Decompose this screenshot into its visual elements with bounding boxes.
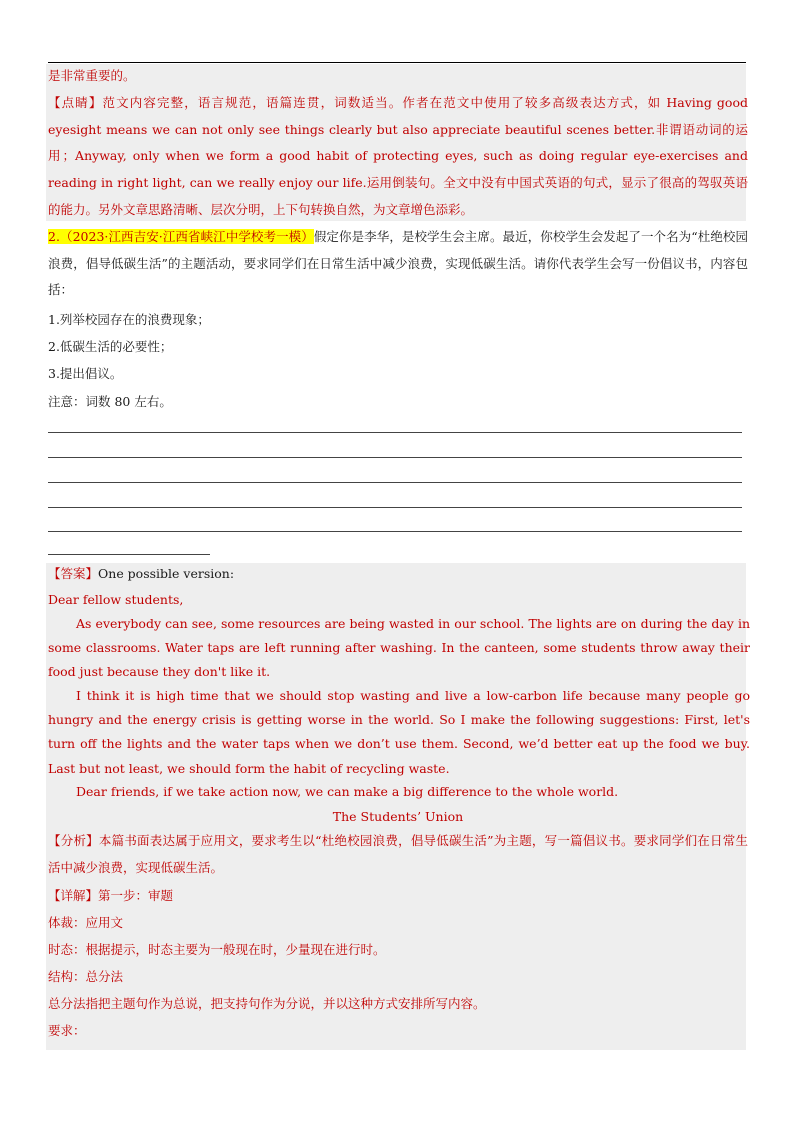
analysis-label: 【分析】 (48, 833, 99, 848)
answer-intro: One possible version: (98, 566, 235, 581)
top-fragment: 是非常重要的。 (48, 68, 136, 83)
question-item-2: 2.低碳生活的必要性； (48, 339, 173, 354)
detail-structure: 结构：总分法 (48, 969, 124, 984)
detail-label: 【详解】 (48, 888, 99, 903)
answer-paragraph-1: As everybody can see, some resources are being wasted in our school. The lights are on during the day in some classrooms. Water taps are left running after washing. In the canteen, some students throw away their food just because they don't like it. (48, 616, 750, 680)
detail-tense: 时态：根据提示，时态主要为一般现在时，少量现在进行时。 (48, 942, 386, 957)
answer-intro-line (48, 566, 234, 582)
answer-paragraph-3: Dear friends, if we take action now, we can make a big difference to the whole world. (76, 784, 619, 799)
writing-line-short (48, 554, 210, 555)
writing-line (48, 531, 742, 532)
question-block (48, 224, 748, 304)
analysis-text: 本篇书面表达属于应用文，要求考生以“杜绝校园浪费，倡导低碳生活”为主题，写一篇倡议书。要求同学们在日常生活中减少浪费，实现低碳生活。 (48, 833, 748, 875)
answer-paragraph-2: I think it is high time that we should stop wasting and live a low-carbon life because many people go hungry and the energy crisis is getting worse in the world. So I make the following suggestions: First, let's turn off the lights and the water taps when we don’t use them. Second, we’d better eat up the food we buy. Last but not least, we should form the habit of recycling waste. (48, 688, 750, 776)
detail-requirements: 要求： (48, 1023, 86, 1038)
detail-step-line (48, 888, 173, 904)
question-number: 2. (48, 229, 60, 244)
detail-structure-note: 总分法指把主题句作为总说，把支持句作为分说，并以这种方式安排所写内容。 (48, 996, 486, 1011)
detail-step: 第一步：审题 (98, 888, 174, 903)
question-prompt: 假定你是李华，是校学生会主席。最近，你校学生会发起了一个名为“杜绝校园浪费，倡导低碳生活”的主题活动，要求同学们在日常生活中减少浪费，实现低碳生活。请你代表学生会写一份倡议书，内容包括： (48, 229, 748, 298)
writing-line (48, 457, 742, 458)
answer-signature: The Students’ Union (332, 809, 464, 824)
writing-line (48, 507, 742, 508)
question-item-3: 3.提出倡议。 (48, 366, 123, 381)
answer-greeting: Dear fellow students, (48, 592, 184, 607)
question-note: 注意：词数 80 左右。 (48, 394, 172, 409)
writing-line (48, 432, 742, 433)
question-source: （2023·江西吉安·江西省峡江中学校考一模） (59, 229, 314, 244)
question-item-1: 1.列举校园存在的浪费现象； (48, 312, 210, 327)
detail-genre: 体裁：应用文 (48, 915, 124, 930)
writing-line (48, 482, 742, 483)
commentary-block (48, 90, 748, 224)
header-rule (48, 62, 746, 63)
commentary-text: 范文内容完整，语言规范，语篇连贯，词数适当。作者在范文中使用了较多高级表达方式，如 Having good eyesight means we can not only see things clearly but also appreciate beautiful scenes better.非谓语动词的运用；Anyway, only when we form a good habit of protecting eyes, such as doing regular eye-exercises and reading in right light, can we really enjoy our life.运用倒装句。全文中没有中国式英语的句式，显示了很高的驾驭英语的能力。另外文章思路清晰、层次分明，上下句转换自然，为文章增色添彩。 (48, 95, 748, 217)
answer-label: 【答案】 (48, 566, 99, 581)
commentary-label: 【点睛】 (48, 95, 103, 110)
analysis-block (48, 828, 748, 881)
